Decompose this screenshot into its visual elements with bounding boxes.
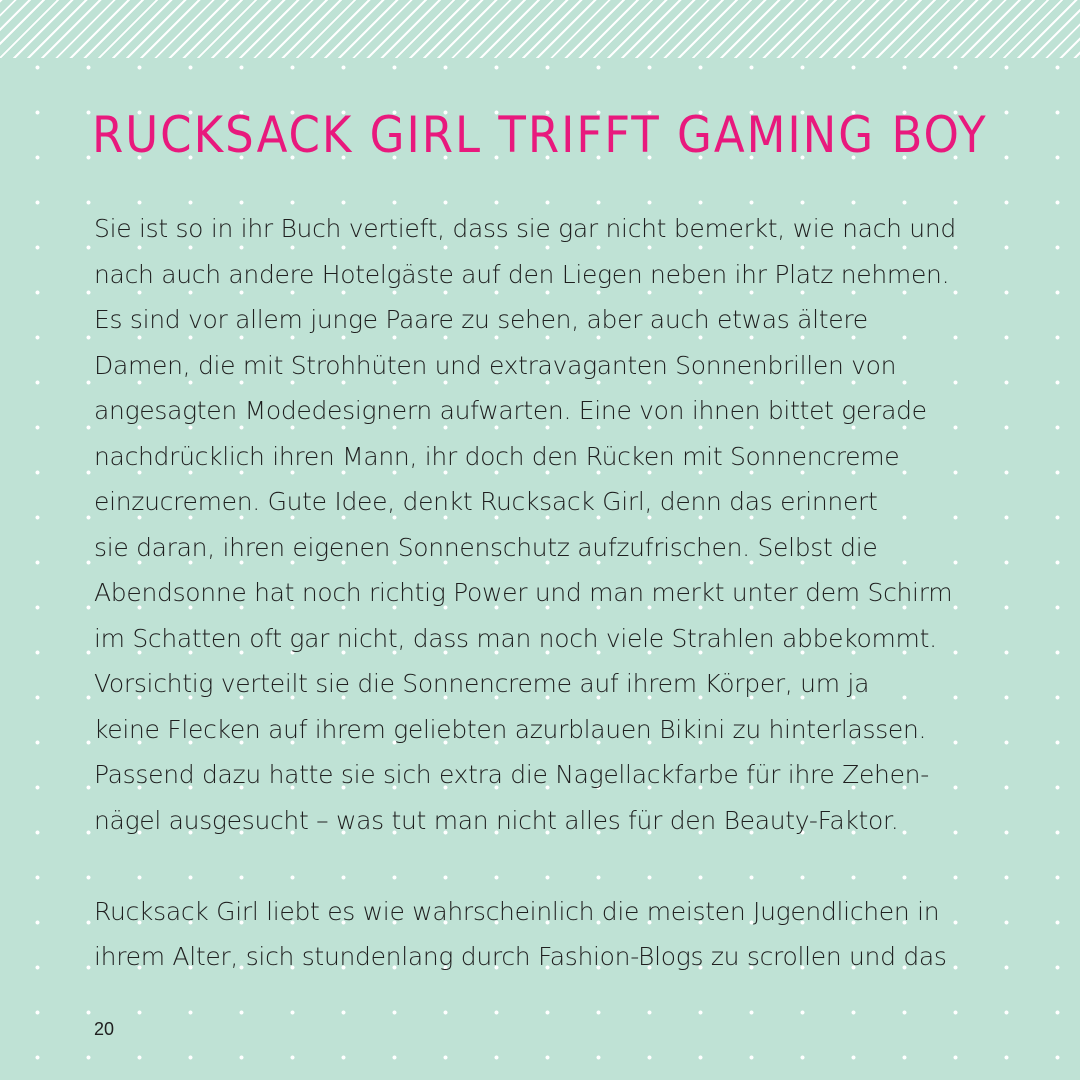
text-line: nachdrücklich ihren Mann, ihr doch den Rücken mit Sonnencreme bbox=[94, 441, 900, 471]
text-line: Vorsichtig verteilt sie die Sonnencreme auf ihrem Körper, um ja bbox=[94, 669, 870, 698]
page-number: 20 bbox=[94, 1019, 115, 1039]
text-line: Es sind vor allem junge Paare zu sehen, aber auch etwas ältere bbox=[94, 305, 868, 334]
text-line: Damen, die mit Strohhüten und extravaganten Sonnenbrillen von bbox=[94, 350, 897, 380]
body-text bbox=[94, 206, 1004, 980]
text-line: angesagten Modedesignern aufwarten. Eine von ihnen bittet gerade bbox=[94, 396, 927, 425]
text-line: Rucksack Girl liebt es wie wahrscheinlich die meisten Jugendlichen in bbox=[94, 896, 940, 926]
paragraph-1 bbox=[94, 206, 1004, 843]
text-line: nägel ausgesucht – was tut man nicht alles für den Beauty-Faktor. bbox=[94, 805, 899, 835]
paragraph-2 bbox=[94, 889, 1004, 980]
text-line: ihrem Alter, sich stundenlang durch Fashion-Blogs zu scrollen und das bbox=[94, 942, 947, 971]
paragraph-spacer bbox=[94, 843, 1004, 889]
text-line: nach auch andere Hotelgäste auf den Liegen neben ihr Platz nehmen. bbox=[94, 259, 950, 289]
text-line: einzucremen. Gute Idee, denkt Rucksack Girl, denn das erinnert bbox=[94, 487, 878, 516]
text-line: Passend dazu hatte sie sich extra die Nagellackfarbe für ihre Zehen- bbox=[94, 760, 929, 789]
text-line: keine Flecken auf ihrem geliebten azurblauen Bikini zu hinterlassen. bbox=[94, 714, 927, 744]
diagonal-stripe-band bbox=[0, 0, 1080, 58]
text-line: im Schatten oft gar nicht, dass man noch viele Strahlen abbekommt. bbox=[94, 623, 937, 653]
text-line: sie daran, ihren eigenen Sonnenschutz aufzufrischen. Selbst die bbox=[94, 532, 878, 562]
page-title: RUCKSACK GIRL TRIFFT GAMING BOY bbox=[92, 106, 988, 164]
text-line: Abendsonne hat noch richtig Power und man merkt unter dem Schirm bbox=[94, 578, 953, 607]
text-line: Sie ist so in ihr Buch vertieft, dass sie gar nicht bemerkt, wie nach und bbox=[94, 214, 956, 243]
